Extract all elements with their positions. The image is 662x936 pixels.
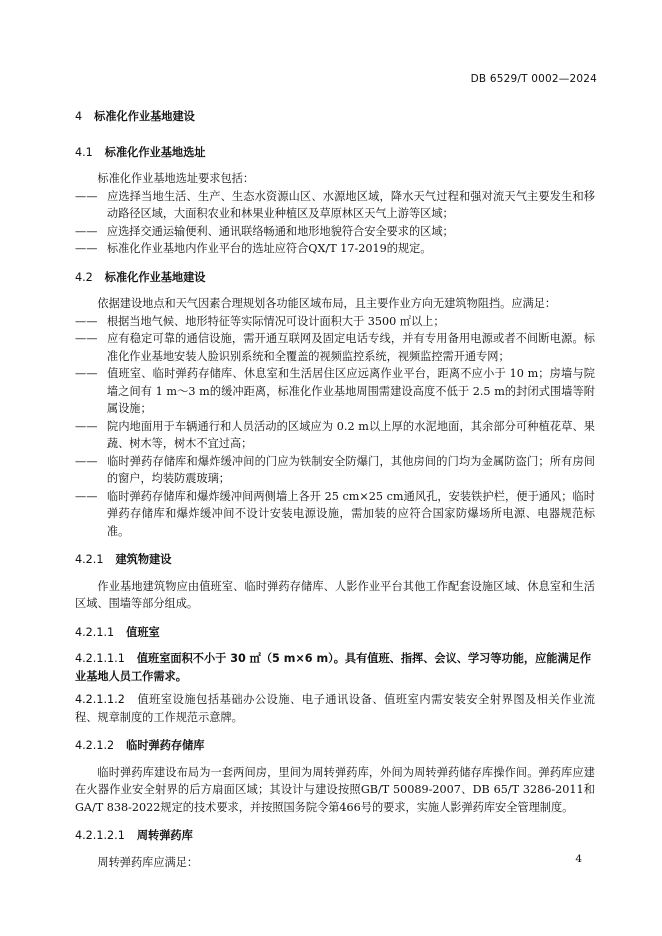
list-dash: —— [75, 314, 98, 328]
list-item: —— 应选择当地生活、生产、生态水资源山区、水源地区域，降水天气过程和强对流天气主要发生和移动路径区域，大面积农业和林果业种植区及草原林区天气上游等区域； [75, 189, 595, 220]
clause-4-2-1-1-2 [75, 691, 595, 726]
clause-text: 值班室设施包括基础办公设施、电子通讯设备、值班室内需安装安全射界图及相关作业流程、规章制度的工作规范示意牌。 [75, 693, 595, 724]
list-item: —— 值班室、临时弹药存储库、休息室和生活居住区应远离作业平台，距离不应小于 10 m；房墙与院墙之间有 1 m～3 m的缓冲距离，标准化作业基地周围需建设高度不低于 2.5 m的封闭式围墙等附属设施； [75, 367, 595, 415]
section-title: 标准化作业基地建设 [94, 110, 195, 123]
section-title: 临时弹药存储库 [126, 739, 205, 752]
list-item: —— 应有稳定可靠的通信设施，需开通互联网及固定电话专线，并有专用备用电源或者不间断电源。标准化作业基地安装人脸识别系统和全覆盖的视频监控系统，视频监控需开通专网； [75, 332, 595, 363]
section-4-2-1-body: 作业基地建筑物应由值班室、临时弹药存储库、人影作业平台其他工作配套设施区域、休息室和生活区域、围墙等部分组成。 [75, 579, 595, 610]
page-number: 4 [575, 853, 582, 865]
standard-number: DB 6529/T 0002—2024 [470, 73, 597, 85]
list-dash: —— [75, 332, 98, 345]
section-4-2-1-1-heading [75, 624, 595, 642]
list-item: —— 临时弹药存储库和爆炸缓冲间两侧墙上各开 25 cm×25 cm通风孔，安装铁护栏，便于通风；临时弹药存储库和爆炸缓冲间不设计安装电源设施，需加装的应符合国家防爆场所电源、电器规范标准。 [75, 489, 595, 538]
section-4-2-1-2-heading [75, 737, 595, 755]
list-dash: —— [75, 454, 98, 468]
list-dash: —— [75, 242, 98, 255]
section-4-1-intro: 标准化作业基地选址要求包括： [97, 172, 255, 185]
section-number: 4.2.1.2.1 [75, 829, 125, 842]
section-4-2-intro: 依据建设地点和天气因素合理规划各功能区域布局，且主要作业方向无建筑物阻挡。应满足： [97, 297, 557, 310]
section-number: 4 [75, 110, 83, 123]
clause-text: 值班室面积不小于 30 ㎡（5 m×6 m）。具有值班、指挥、会议、学习等功能，应能满足作业基地人员工作需求。 [75, 652, 592, 683]
clause-number: 4.2.1.1.2 [75, 693, 125, 706]
section-4-2-1-heading [75, 551, 595, 569]
clause-number: 4.2.1.1.1 [75, 652, 125, 665]
clause-4-2-1-1-1 [75, 650, 595, 685]
section-title: 标准化作业基地选址 [104, 145, 206, 159]
section-title: 标准化作业基地建设 [104, 270, 206, 284]
list-dash: —— [75, 419, 98, 433]
section-title: 周转弹药库 [136, 829, 193, 842]
list-item: —— 根据当地气候、地形特征等实际情况可设计面积大于 3500 ㎡以上； [75, 313, 595, 331]
list-dash: —— [75, 489, 98, 503]
section-4-2-1-2-1-body: 周转弹药库应满足： [97, 855, 199, 869]
list-item: —— 临时弹药存储库和爆炸缓冲间的门应为铁制安全防爆门，其他房间的门均为金属防盗门；所有房间的窗户，均装防震玻璃； [75, 454, 595, 485]
section-title: 建筑物建设 [115, 553, 172, 566]
section-4-2-1-2-body: 临时弹药库建设布局为一套两间房，里间为周转弹药库，外间为周转弹药储存库操作间。弹药库应建在火器作业安全射界的后方扇面区域；其设计与建设按照GB/T 50089-2007、DB 65/T 3286-2011和GA/T 838-2022规定的技术要求，并按照国务院令第466号的要求，实施人影弹药库安全管理制度。 [75, 765, 595, 814]
list-dash: —— [75, 224, 98, 238]
section-number: 4.1 [75, 145, 93, 159]
list-item: —— 院内地面用于车辆通行和人员活动的区域应为 0.2 m以上厚的水泥地面，其余部分可种植花草、果蔬、树木等，树木不宜过高； [75, 419, 595, 450]
section-number: 4.2.1.2 [75, 739, 115, 752]
section-4-heading [75, 108, 595, 126]
list-dash: —— [75, 367, 98, 380]
section-title: 值班室 [126, 625, 160, 639]
section-number: 4.2.1 [75, 553, 104, 566]
list-dash: —— [75, 189, 98, 203]
section-number: 4.2 [75, 270, 93, 284]
section-4-2-1-2-1-heading [75, 827, 595, 845]
section-4-2-heading [75, 269, 595, 287]
list-item: —— 标准化作业基地内作业平台的选址应符合QX/T 17-2019的规定。 [75, 240, 595, 258]
section-number: 4.2.1.1 [75, 625, 115, 639]
document-body [75, 100, 595, 871]
list-item: —— 应选择交通运输便利、通讯联络畅通和地形地貌符合安全要求的区域； [75, 223, 595, 241]
section-4-1-heading [75, 144, 595, 162]
